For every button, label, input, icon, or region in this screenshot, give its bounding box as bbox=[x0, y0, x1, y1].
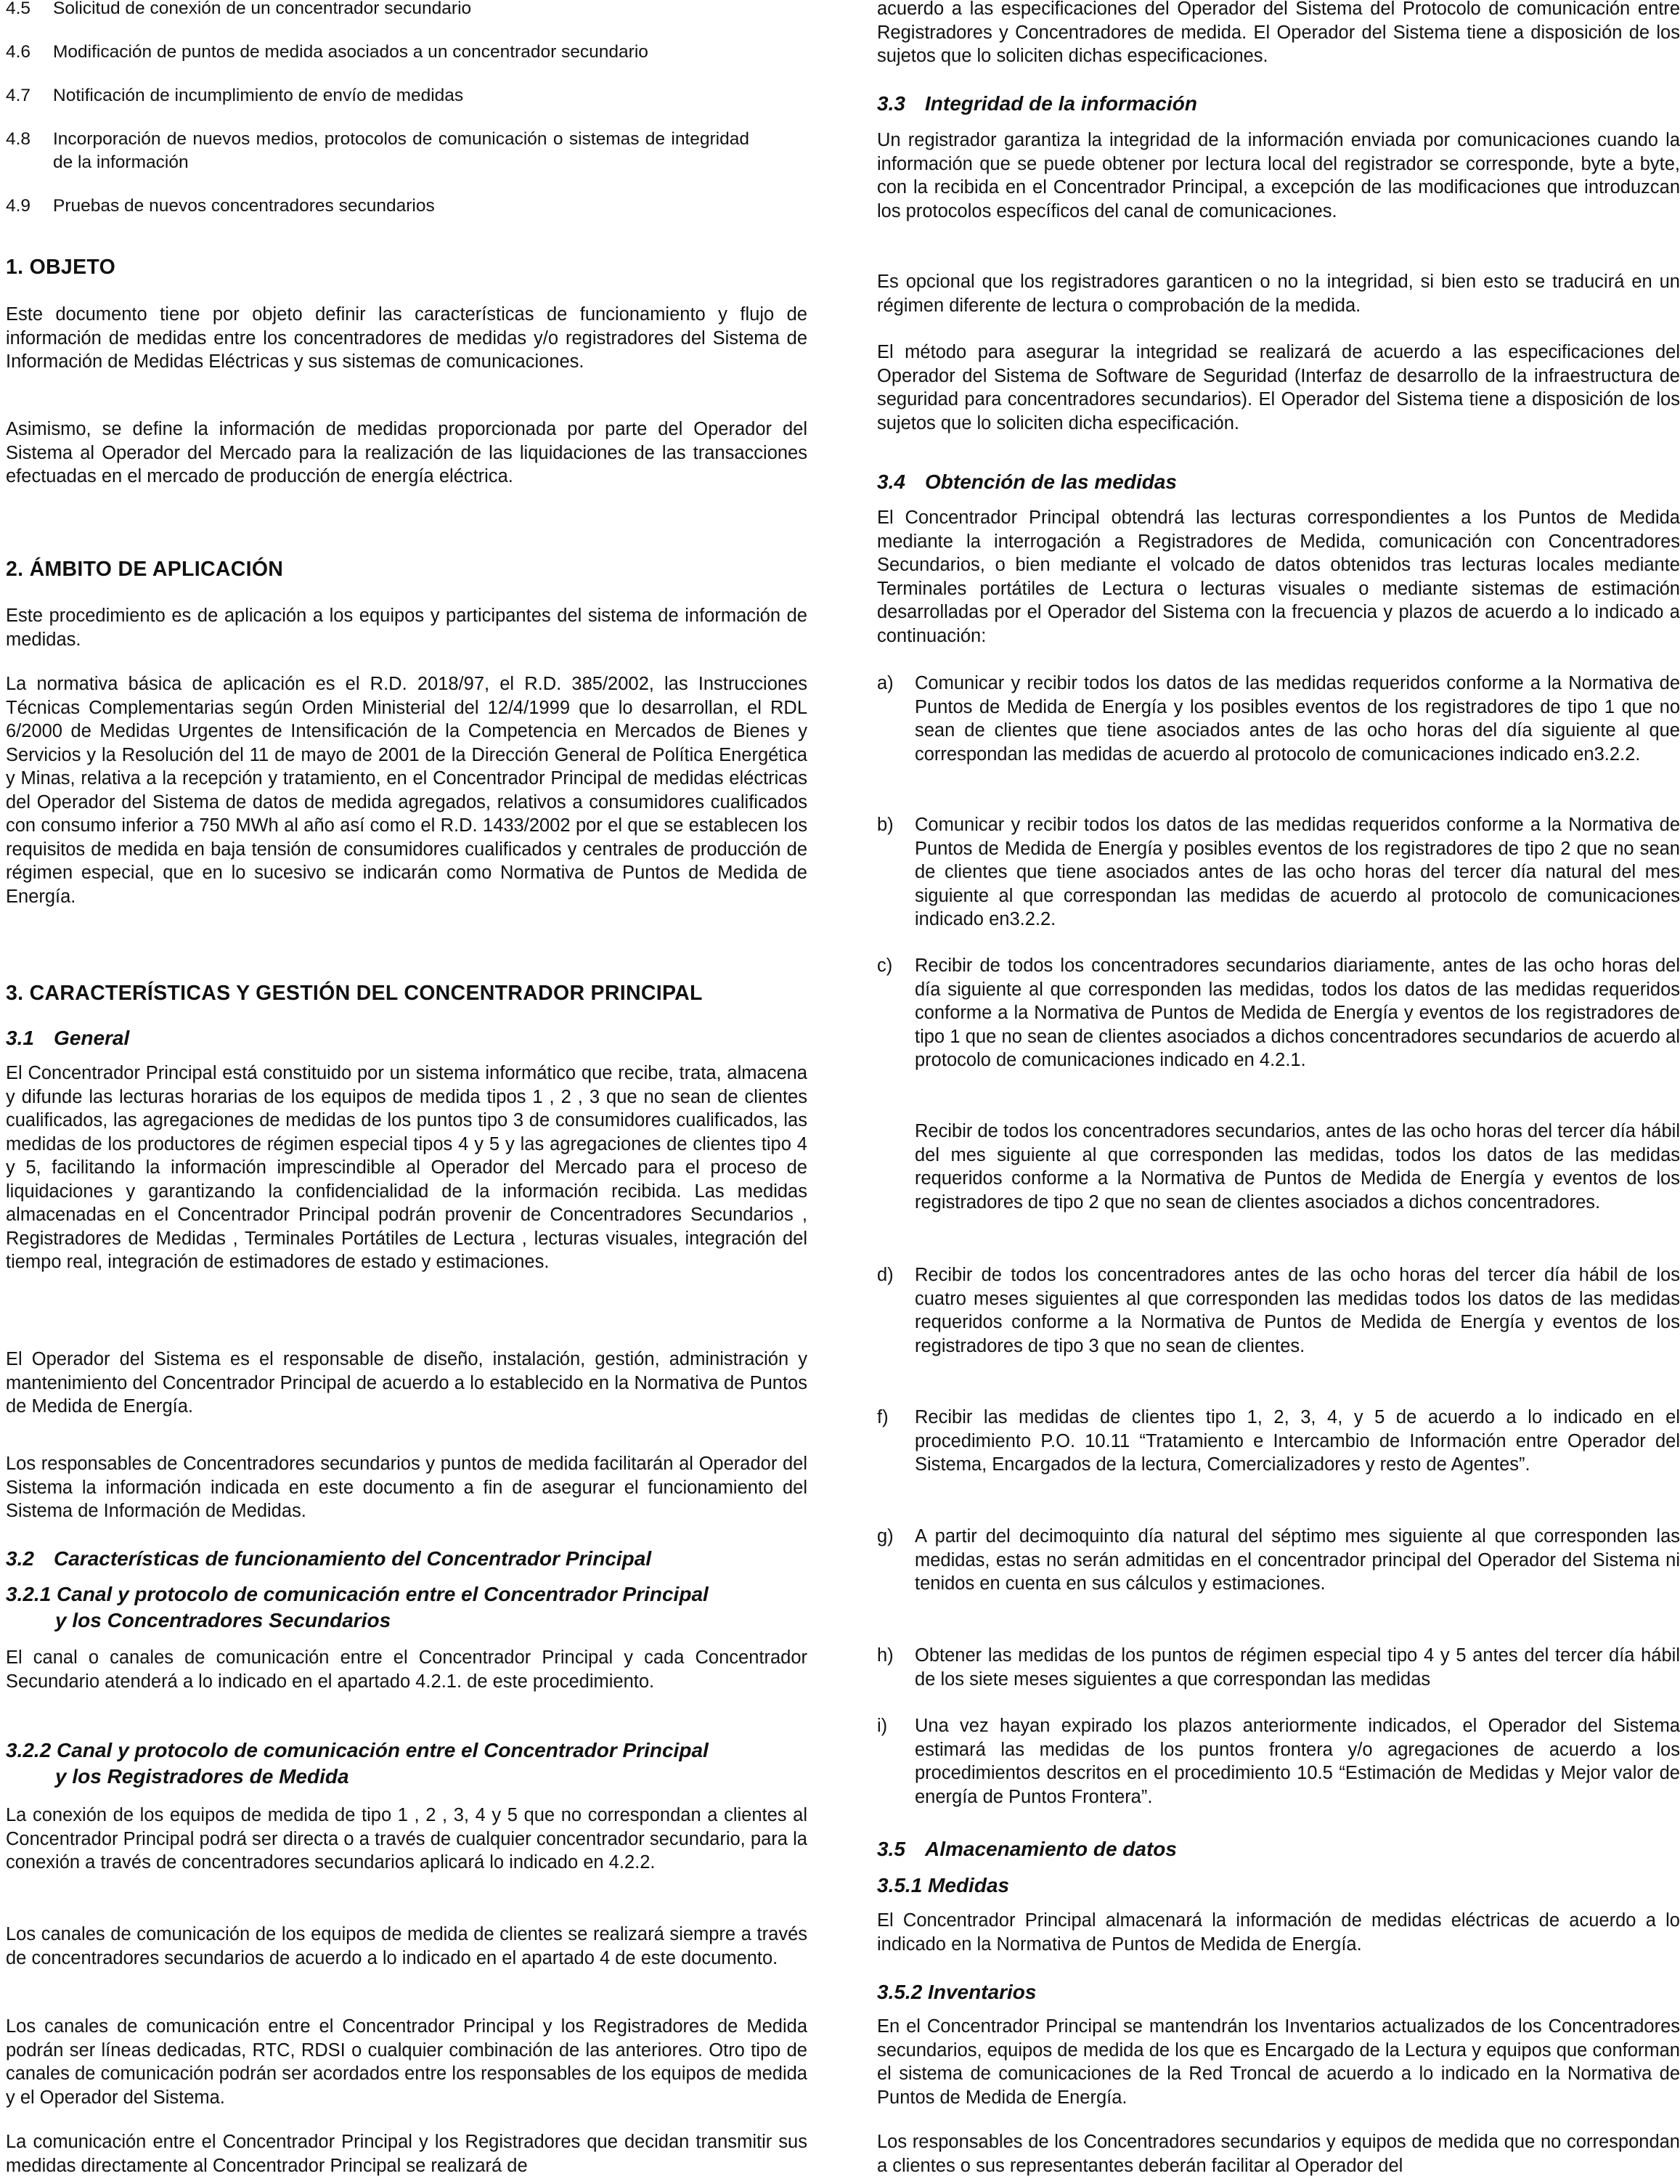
paragraph: La normativa básica de aplicación es el R.D. 2018/97, el R.D. 385/2002, las Instrucciones Técnicas Complementarias según Orden Ministerial del 12/4/1999 que lo desarrollan, el RDL 6/2000 de Medidas Urgentes de Intensificación de la Competencia en Mercados de Bienes y Servicios y la Resolución del 11 de mayo de 2001 de la Dirección General de Política Energética y Minas, relativa a la recepción y tratamiento, en el Concentrador Principal de medidas eléctricas del Operador del Sistema de datos de medida agregados, relativos a consumidores cualificados con consumo inferior a 750 MWh al año así como el R.D. 1433/2002 por el que se establecen los requisitos de medida en baja tensión de consumidores cualificados y centrales de producción de régimen especial, que en lo sucesivo se indicarán como Normativa de Puntos de Medida de Energía. bbox=[6, 674, 807, 907]
paragraph: El Operador del Sistema es el responsable de diseño, instalación, gestión, administración y mantenimiento del Concentrador Principal de acuerdo a lo establecido en la Normativa de Puntos de Medida de Energía. bbox=[6, 1349, 807, 1417]
list-marker: h) bbox=[877, 1645, 894, 1666]
list-text: Recibir las medidas de clientes tipo 1, 2, 3, 4, y 5 de acuerdo a lo indicado en el procedimiento P.O. 10.11 “Tratamiento e Intercambio de Información entre Operador del Sistema, Encargados de la lectura, Comercializadores y resto de Agentes”. bbox=[915, 1407, 1680, 1475]
list-text: Obtener las medidas de los puntos de régimen especial tipo 4 y 5 antes del tercer día hábil de los siete meses siguientes a que correspondan las medidas bbox=[915, 1645, 1680, 1690]
subsection-title: Almacenamiento de datos bbox=[925, 1838, 1177, 1860]
subsection-heading bbox=[6, 1026, 807, 1051]
paragraph: El método para asegurar la integridad se realizará de acuerdo a las especificaciones del Operador del Sistema de Software de Seguridad (Interfaz de desarrollo de la infraestructura de seguridad para concentradores secundarios). El Operador del Sistema tiene a disposición de los sujetos que lo soliciten dicha especificación. bbox=[877, 342, 1680, 433]
paragraph: acuerdo a las especificaciones del Operador del Sistema del Protocolo de comunicación entre Registradores y Concentradores de medida. El Operador del Sistema tiene a disposición de los sujetos que lo soliciten dichas especificaciones. bbox=[877, 0, 1680, 66]
paragraph: La conexión de los equipos de medida de tipo 1 , 2 , 3, 4 y 5 que no correspondan a clientes al Concentrador Principal podrá ser directa o a través de cualquier concentrador secundario, para la conexión a través de concentradores secundarios aplicará lo indicado en 4.2.2. bbox=[6, 1805, 807, 1873]
list-marker: g) bbox=[877, 1526, 894, 1547]
list-text: Comunicar y recibir todos los datos de las medidas requeridos conforme a la Normativa de Puntos de Medida de Energía y los posibles eventos de los registradores de tipo 1 que no sean de clientes que tiene asociados antes de las ocho horas del día siguiente al que correspondan las medidas de acuerdo al protocolo de comunicaciones indicado en3.2.2. bbox=[915, 673, 1680, 765]
paragraph: Este procedimiento es de aplicación a los equipos y participantes del sistema de información de medidas. bbox=[6, 606, 807, 650]
subsection-title: Integridad de la información bbox=[925, 92, 1197, 115]
list-text: Recibir de todos los concentradores antes de las ocho horas del tercer día hábil de los cuatro meses siguientes al que corresponden las medidas todos los datos de las medidas requeridos conforme a la Normativa de Puntos de Medida de Energía y eventos de los registradores de tipo 3 que no sean de clientes. bbox=[915, 1265, 1680, 1356]
list-text: A partir del decimoquinto día natural del séptimo mes siguiente al que corresponden las medidas, estas no serán admitidas en el concentrador principal del Operador del Sistema ni tenidos en cuenta en sus cálculos y estimaciones. bbox=[915, 1526, 1680, 1594]
subsection-number: 3.4 bbox=[877, 470, 905, 493]
list-marker: i) bbox=[877, 1716, 888, 1736]
paragraph: El Concentrador Principal almacenará la información de medidas eléctricas de acuerdo a lo indicado en la Normativa de Puntos de Medida de Energía. bbox=[877, 1910, 1680, 1955]
subsection-number: 3.1 bbox=[6, 1027, 34, 1049]
list-text: Recibir de todos los concentradores secundarios, antes de las ocho horas del tercer día hábil del mes siguiente al que corresponden las medidas, todos los datos de las medidas requeridos conforme a la Normativa de Puntos de Medida de Energía y eventos de los registradores de tipo 2 que no sean de clientes asociados a dichos concentradores. bbox=[915, 1121, 1680, 1213]
list-item bbox=[877, 813, 1680, 932]
list-item bbox=[877, 1263, 1680, 1358]
heading-line: 3.2.2 Canal y protocolo de comunicación entre el Concentrador Principal bbox=[6, 1739, 709, 1761]
list-item bbox=[877, 954, 1680, 1072]
toc-item bbox=[6, 0, 807, 20]
toc-item bbox=[6, 84, 807, 107]
list-item bbox=[877, 1120, 1680, 1214]
paragraph: El Concentrador Principal está constituido por un sistema informático que recibe, trata, almacena y difunde las lecturas horarias de los equipos de medida tipos 1 , 2 , 3 que no sean de clientes cualificados, las agregaciones de medidas de los puntos tipo 3 de consumidores cualificados, las medidas de los productores de régimen especial tipos 4 y 5 y las agregaciones de clientes tipo 4 y 5, facilitando la información imprescindible al Operador del Mercado para el proceso de liquidaciones y garantizando la confidencialidad de la información recibida. Las medidas almacenadas en el Concentrador Principal podrán provenir de Concentradores Secundarios , Registradores de Medidas , Terminales Portátiles de Lectura , lecturas visuales, integración del tiempo real, integración de estimadores de estado y estimaciones. bbox=[6, 1063, 807, 1272]
list-marker: b) bbox=[877, 815, 894, 835]
toc-number: 4.7 bbox=[6, 86, 31, 105]
subsubsection-heading bbox=[6, 1581, 807, 1634]
subsubsection-heading: 3.5.2 Inventarios bbox=[877, 1981, 1037, 2003]
subsection-number: 3.5 bbox=[877, 1838, 905, 1860]
heading-line: y los Registradores de Medida bbox=[55, 1765, 349, 1788]
subsubsection-heading bbox=[6, 1737, 807, 1790]
subsection-heading bbox=[877, 470, 1680, 494]
toc-item bbox=[6, 195, 807, 218]
list-item bbox=[877, 1525, 1680, 1596]
heading-line: y los Concentradores Secundarios bbox=[55, 1609, 391, 1631]
list-marker: c) bbox=[877, 956, 893, 976]
list-marker: a) bbox=[877, 673, 894, 693]
section-heading: 3. CARACTERÍSTICAS Y GESTIÓN DEL CONCENTRADOR PRINCIPAL bbox=[6, 982, 703, 1005]
subsubsection-heading: 3.5.1 Medidas bbox=[877, 1874, 1010, 1896]
subsection-heading bbox=[877, 1837, 1680, 1862]
toc-text: Notificación de incumplimiento de envío de medidas bbox=[53, 86, 464, 105]
subsection-title: General bbox=[54, 1027, 130, 1049]
paragraph: Un registrador garantiza la integridad de la información enviada por comunicaciones cuando la información que se puede obtener por lectura local del registrador se corresponde, byte a byte, con la recibida en el Concentrador Principal, a excepción de las modificaciones que introduzcan los protocolos específicos del canal de comunicaciones. bbox=[877, 130, 1680, 221]
subsection-number: 3.2 bbox=[6, 1547, 34, 1570]
paragraph: Asimismo, se define la información de medidas proporcionada por parte del Operador del Sistema al Operador del Mercado para la realización de las liquidaciones de las transacciones efectuadas en el mercado de producción de energía eléctrica. bbox=[6, 419, 807, 486]
toc-number: 4.9 bbox=[6, 196, 31, 216]
list-item bbox=[877, 672, 1680, 766]
paragraph: El canal o canales de comunicación entre el Concentrador Principal y cada Concentrador Secundario atenderá a lo indicado en el apartado 4.2.1. de este procedimiento. bbox=[6, 1647, 807, 1692]
toc-text: Pruebas de nuevos concentradores secundarios bbox=[53, 196, 435, 216]
paragraph: Los canales de comunicación entre el Concentrador Principal y los Registradores de Medida podrán ser líneas dedicadas, RTC, RDSI o cualquier combinación de las anteriores. Otro tipo de canales de comunicación podrán ser acordados entre los responsables de los equipos de medida y el Operador del Sistema. bbox=[6, 2016, 807, 2108]
list-item bbox=[877, 1406, 1680, 1477]
paragraph: Este documento tiene por objeto definir las características de funcionamiento y flujo de información de medidas entre los concentradores de medidas y/o registradores del Sistema de Información de Medidas Eléctricas y sus sistemas de comunicaciones. bbox=[6, 304, 807, 372]
toc-text: Solicitud de conexión de un concentrador secundario bbox=[53, 0, 472, 18]
toc-item bbox=[6, 41, 807, 64]
list-item bbox=[877, 1714, 1680, 1809]
subsection-heading bbox=[877, 91, 1680, 116]
section-heading: 1. OBJETO bbox=[6, 256, 116, 279]
toc-text: Incorporación de nuevos medios, protocolos de comunicación o sistemas de integridad de la información bbox=[53, 129, 749, 172]
list-marker: d) bbox=[877, 1265, 894, 1285]
paragraph: El Concentrador Principal obtendrá las lecturas correspondientes a los Puntos de Medida mediante la interrogación a Registradores de Medida, comunicación con Concentradores Secundarios, o bien mediante el volcado de datos obtenidos tras lecturas locales mediante Terminales portátiles de Lectura o lecturas visuales o mediante sistemas de estimación desarrolladas por el Operador del Sistema con la frecuencia y plazos de acuerdo a lo indicado a continuación: bbox=[877, 508, 1680, 646]
subsection-heading bbox=[6, 1547, 807, 1571]
paragraph: La comunicación entre el Concentrador Principal y los Registradores que decidan transmitir sus medidas directamente al Concentrador Principal se realizará de bbox=[6, 2132, 807, 2176]
list-item bbox=[877, 1644, 1680, 1691]
paragraph: Los responsables de Concentradores secundarios y puntos de medida facilitarán al Operador del Sistema la información indicada en este documento a fin de asegurar el funcionamiento del Sistema de Información de Medidas. bbox=[6, 1454, 807, 1521]
subsection-number: 3.3 bbox=[877, 92, 905, 115]
section-heading: 2. ÁMBITO DE APLICACIÓN bbox=[6, 558, 284, 581]
heading-line: 3.2.1 Canal y protocolo de comunicación entre el Concentrador Principal bbox=[6, 1583, 709, 1605]
toc-text: Modificación de puntos de medida asociados a un concentrador secundario bbox=[53, 42, 648, 62]
list-marker: f) bbox=[877, 1407, 889, 1427]
toc-number: 4.8 bbox=[6, 129, 31, 149]
toc-item bbox=[6, 128, 749, 174]
list-text: Una vez hayan expirado los plazos anteriormente indicados, el Operador del Sistema estimará las medidas de los puntos frontera y/o agregaciones de acuerdo a los procedimientos descritos en el procedimiento 10.5 “Estimación de Medidas y Mejor valor de energía de Puntos Frontera”. bbox=[915, 1716, 1680, 1807]
toc-number: 4.5 bbox=[6, 0, 31, 18]
list-text: Recibir de todos los concentradores secundarios diariamente, antes de las ocho horas del día siguiente al que corresponden las medidas, todos los datos de las medidas requeridos conforme a la Normativa de Puntos de Medida de Energía y eventos de los registradores de tipo 1 que no sean de clientes asociados a dichos concentradores secundarios de acuerdo al protocolo de comunicaciones indicado en 4.2.1. bbox=[915, 956, 1680, 1070]
paragraph: Los canales de comunicación de los equipos de medida de clientes se realizará siempre a través de concentradores secundarios de acuerdo a lo indicado en el apartado 4 de este documento. bbox=[6, 1924, 807, 1968]
list-text: Comunicar y recibir todos los datos de las medidas requeridos conforme a la Normativa de Puntos de Medida de Energía y posibles eventos de los registradores de tipo 2 que no sean de clientes que tiene asociados antes de las ocho horas del tercer día natural del mes siguiente al que correspondan las medidas de acuerdo al protocolo de comunicaciones indicado en3.2.2. bbox=[915, 815, 1680, 929]
paragraph: Es opcional que los registradores garanticen o no la integridad, si bien esto se traducirá en un régimen diferente de lectura o comprobación de la medida. bbox=[877, 272, 1680, 316]
subsection-title: Características de funcionamiento del Concentrador Principal bbox=[54, 1547, 652, 1570]
paragraph: En el Concentrador Principal se mantendrán los Inventarios actualizados de los Concentradores secundarios, equipos de medida de los que es Encargado de la Lectura y equipos que conforman el sistema de comunicaciones de la Red Troncal de acuerdo a lo indicado en la Normativa de Puntos de Medida de Energía. bbox=[877, 2016, 1680, 2108]
paragraph: Los responsables de los Concentradores secundarios y equipos de medida que no correspondan a clientes o sus representantes deberán facilitar al Operador del bbox=[877, 2132, 1680, 2176]
subsection-title: Obtención de las medidas bbox=[925, 470, 1177, 493]
toc-number: 4.6 bbox=[6, 42, 31, 62]
